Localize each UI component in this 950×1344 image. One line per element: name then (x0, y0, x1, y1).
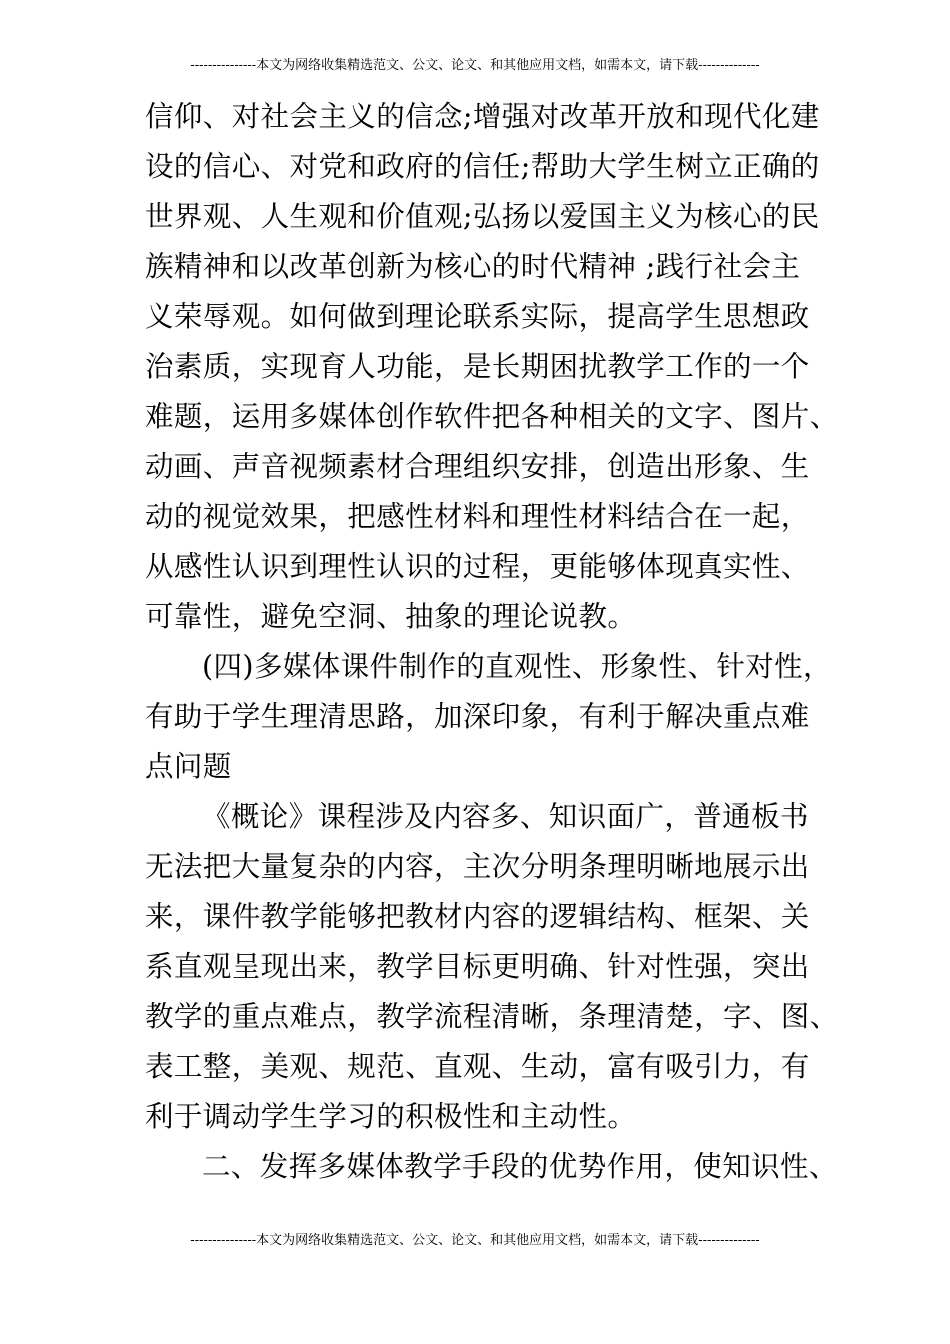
text-line: 《概论》课程涉及内容多、知识面广，普通板书 (202, 800, 809, 833)
text-line: 族精神和以改革创新为核心的时代精神 ;践行社会主 (145, 250, 801, 283)
text-line: 信仰、对社会主义的信念;增强对改革开放和现代化建 (145, 100, 820, 133)
text-line: 义荣辱观。如何做到理论联系实际，提高学生思想政 (145, 300, 810, 333)
text-line: 从感性认识到理性认识的过程，更能够体现真实性、 (145, 550, 810, 583)
section-heading-line: (四)多媒体课件制作的直观性、形象性、针对性， (202, 650, 832, 683)
section-heading-line: 二、发挥多媒体教学手段的优势作用，使知识性、 (202, 1150, 838, 1183)
text-line: 来，课件教学能够把教材内容的逻辑结构、框架、关 (145, 900, 810, 933)
text-line: 教学的重点难点，教学流程清晰，条理清楚，字、图、 (145, 1000, 839, 1033)
footer-banner: ---------------本文为网络收集精选范文、公文、论文、和其他应用文档，如需本文，请下载-------------- (190, 1233, 760, 1248)
section-heading-line: 点问题 (145, 750, 232, 783)
text-line: 动画、声音视频素材合理组织安排，创造出形象、生 (145, 450, 810, 483)
text-line: 设的信心、对党和政府的信任;帮助大学生树立正确的 (145, 150, 820, 183)
text-line: 治素质，实现育人功能，是长期困扰教学工作的一个 (145, 350, 810, 383)
section-heading-line: 有助于学生理清思路，加深印象，有利于解决重点难 (145, 700, 810, 733)
text-line: 系直观呈现出来，教学目标更明确、针对性强，突出 (145, 950, 810, 983)
header-banner: ---------------本文为网络收集精选范文、公文、论文、和其他应用文档，如需本文，请下载-------------- (190, 58, 760, 73)
text-line: 可靠性，避免空洞、抽象的理论说教。 (145, 600, 637, 633)
text-line: 无法把大量复杂的内容，主次分明条理明晰地展示出 (145, 850, 810, 883)
text-line: 世界观、人生观和价值观;弘扬以爱国主义为核心的民 (145, 200, 820, 233)
text-line: 利于调动学生学习的积极性和主动性。 (145, 1100, 637, 1133)
text-line: 表工整，美观、规范、直观、生动，富有吸引力，有 (145, 1050, 810, 1083)
document-body (145, 92, 839, 1192)
text-line: 难题，运用多媒体创作软件把各种相关的文字、图片、 (145, 400, 839, 433)
text-line: 动的视觉效果，把感性材料和理性材料结合在一起， (145, 500, 810, 533)
